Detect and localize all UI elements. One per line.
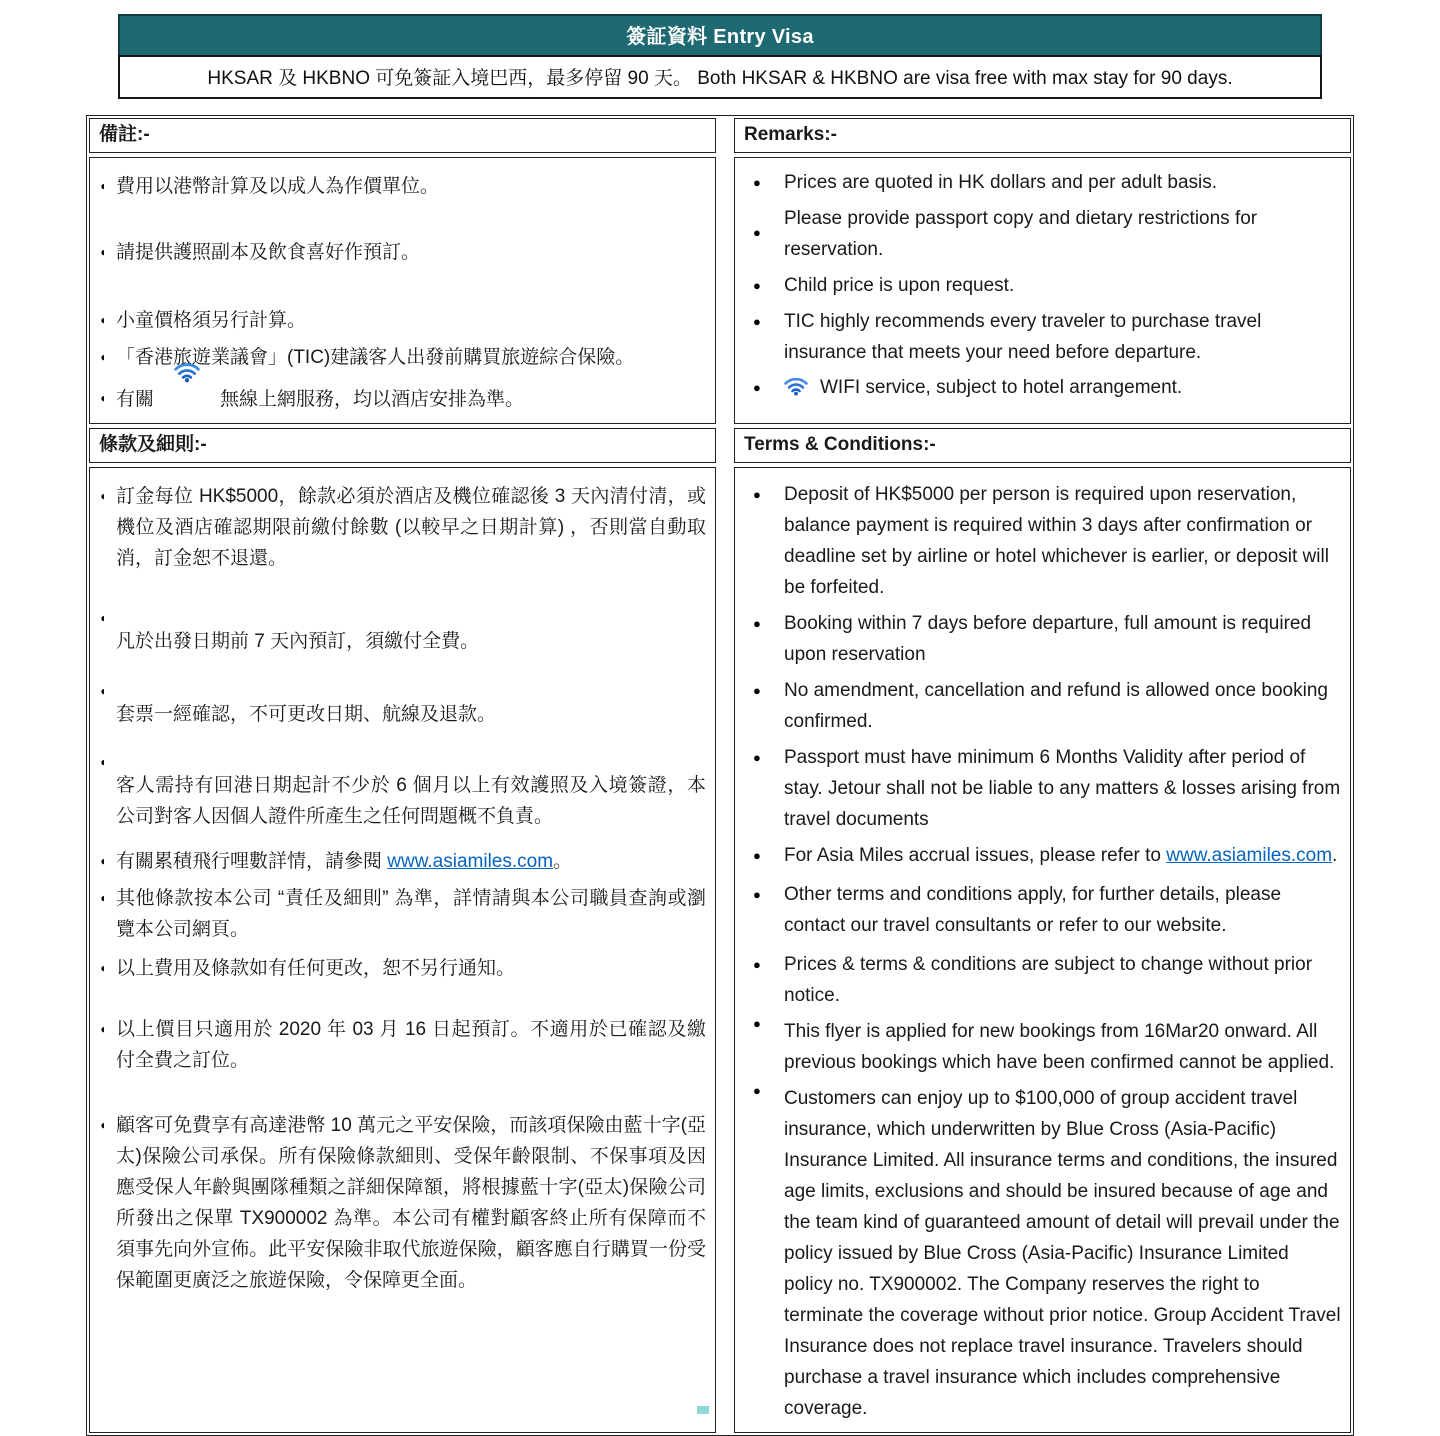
terms-en-header: Terms & Conditions:- <box>734 428 1351 463</box>
bullet-icon: ● <box>753 750 761 765</box>
list-item: ◖ 「香港旅遊業議會」(TIC)建議客人出發前購買旅遊綜合保險。 <box>99 342 706 373</box>
half-bullet-icon: ◖ <box>99 755 107 769</box>
list-item: ● Other terms and conditions apply, for further details, please contact our travel consultants or refer to our website. <box>744 879 1341 941</box>
remarks-zh-cell <box>89 157 716 424</box>
half-bullet-icon: ◖ <box>99 1118 107 1132</box>
list-item: ◖ 請提供護照副本及飲食喜好作預訂。 <box>99 237 706 268</box>
list-item: ● Deposit of HK$5000 per person is required upon reservation, balance payment is required within 3 days after confirmation or deadline set by airline or hotel whichever is earlier, or deposit will be forfeited. <box>744 479 1341 603</box>
half-bullet-icon: ◖ <box>99 891 107 905</box>
list-item: ◖ 小童價格須另行計算。 <box>99 305 706 336</box>
list-item: ◖ 費用以港幣計算及以成人為作價單位。 <box>99 171 706 202</box>
half-bullet-icon: ◖ <box>99 854 107 868</box>
list-item: ◖ 訂金每位 HK$5000，餘款必須於酒店及機位確認後 3 天內清付清，或機位及酒店確認期限前繳付餘數 (以較早之日期計算) ，否則當自動取消，訂金恕不退還。 <box>99 481 706 574</box>
bullet-icon: ● <box>753 887 761 902</box>
list-item: ● TIC highly recommends every traveler to purchase travel insurance that meets your need before departure. <box>744 306 1341 368</box>
list-item: ● Child price is upon request. <box>744 270 1341 301</box>
bullet-icon: ● <box>753 380 761 395</box>
remarks-terms-table <box>86 115 1354 1436</box>
terms-en-cell <box>734 467 1351 1433</box>
half-bullet-icon: ◖ <box>99 350 107 364</box>
list-item: ◖ 顧客可免費享有高達港幣 10 萬元之平安保險，而該項保險由藍十字(亞太)保險公司承保。所有保險條款細則、受保年齡限制、不保事項及因應受保人年齡與團隊種類之詳細保障額，將根據藍十字(亞太)保險公司所發出之保單 TX900002 為準。本公司有權對顧客終止所有保障而不須事先向外宣佈。此平安保險非取代旅遊保險，顧客應自行購買一份受保範圍更廣泛之旅遊保險，令保障更全面。 <box>99 1110 706 1296</box>
bullet-icon: ● <box>753 1016 761 1031</box>
list-item: ◖ 以上價目只適用於 2020 年 03 月 16 日起預訂。不適用於已確認及繳付全費之訂位。 <box>99 1014 706 1076</box>
bullet-icon: ● <box>753 314 761 329</box>
remarks-en-cell <box>734 157 1351 424</box>
list-item: ● Prices & terms & conditions are subject to change without prior notice. <box>744 949 1341 1011</box>
list-item: ◖ 凡於出發日期前 7 天內預訂，須繳付全費。 <box>99 626 706 657</box>
list-item: ● Passport must have minimum 6 Months Validity after period of stay. Jetour shall not be liable to any matters & losses arising from travel documents <box>744 742 1341 835</box>
teal-artifact-mark <box>697 1406 709 1414</box>
list-item: ● Customers can enjoy up to $100,000 of group accident travel insurance, which underwritten by Blue Cross (Asia-Pacific) Insurance Limited. All insurance terms and conditions, the insured age limits, exclusions and should be insured because of age and the team kind of guaranteed amount of detail will prevail under the policy issued by Blue Cross (Asia-Pacific) Insurance Limited policy no. TX900002. The Company reserves the right to terminate the coverage without prior notice. Group Accident Travel Insurance does not replace travel insurance. Travelers should purchase a travel insurance which includes comprehensive coverage. <box>744 1083 1341 1424</box>
asiamiles-link[interactable]: www.asiamiles.com <box>1166 845 1333 866</box>
bullet-icon: ● <box>753 487 761 502</box>
bullet-icon: ● <box>753 225 761 240</box>
bullet-icon: ● <box>753 1083 761 1098</box>
bullet-icon: ● <box>753 278 761 293</box>
list-item: ● This flyer is applied for new bookings from 16Mar20 onward. All previous bookings which have been confirmed cannot be applied. <box>744 1016 1341 1078</box>
half-bullet-icon: ◖ <box>99 245 107 259</box>
entry-visa-banner-title: 簽証資料 Entry Visa <box>118 14 1322 55</box>
remarks-en-header: Remarks:- <box>734 118 1351 153</box>
wifi-icon <box>784 375 808 406</box>
entry-visa-note: HKSAR 及 HKBNO 可免簽証入境巴西，最多停留 90 天。 Both HKSAR & HKBNO are visa free with max stay for 90 days. <box>118 55 1322 99</box>
list-item-asiamiles: ◖ 有關累積飛行哩數詳情，請參閱 www.asiamiles.com。 <box>99 846 706 877</box>
bullet-icon: ● <box>753 848 761 863</box>
list-item: ◖ 以上費用及條款如有任何更改，恕不另行通知。 <box>99 953 706 984</box>
list-item: ● Please provide passport copy and dietary restrictions for reservation. <box>753 208 1258 260</box>
list-item: ◖ 客人需持有回港日期起計不少於 6 個月以上有效護照及入境簽證，本公司對客人因個人證件所產生之任何問題概不負責。 <box>99 770 706 832</box>
list-item-asiamiles: ● For Asia Miles accrual issues, please refer to www.asiamiles.com. <box>744 840 1341 871</box>
half-bullet-icon: ◖ <box>99 489 107 503</box>
wifi-icon <box>154 383 220 415</box>
list-item: ● No amendment, cancellation and refund is allowed once booking confirmed. <box>744 675 1341 737</box>
bullet-icon: ● <box>753 175 761 190</box>
half-bullet-icon: ◖ <box>99 391 107 405</box>
bullet-icon: ● <box>753 683 761 698</box>
list-item-wifi: ◖ 有關 無線上網服務，均以酒店安排為準。 <box>99 383 706 415</box>
entry-visa-section <box>118 14 1322 99</box>
list-item: ● Prices are quoted in HK dollars and per adult basis. <box>744 167 1341 198</box>
half-bullet-icon: ◖ <box>99 611 107 625</box>
half-bullet-icon: ◖ <box>99 1022 107 1036</box>
list-item: ● Booking within 7 days before departure, full amount is required upon reservation <box>744 608 1341 670</box>
half-bullet-icon: ◖ <box>99 684 107 698</box>
bullet-icon: ● <box>753 957 761 972</box>
half-bullet-icon: ◖ <box>99 313 107 327</box>
terms-zh-cell <box>89 467 716 1433</box>
half-bullet-icon: ◖ <box>99 961 107 975</box>
asiamiles-link[interactable]: www.asiamiles.com <box>387 851 554 872</box>
list-item: ◖ 其他條款按本公司 “責任及細則” 為準，詳情請與本公司職員查詢或瀏覽本公司網頁。 <box>99 883 706 945</box>
terms-zh-header: 條款及細則:- <box>89 428 716 463</box>
remarks-zh-header: 備註:- <box>89 118 716 153</box>
list-item: ◖ 套票一經確認，不可更改日期、航線及退款。 <box>99 699 706 730</box>
bullet-icon: ● <box>753 616 761 631</box>
list-item-wifi: ● WIFI service, subject to hotel arrangement. <box>744 372 1341 406</box>
half-bullet-icon: ◖ <box>99 179 107 193</box>
